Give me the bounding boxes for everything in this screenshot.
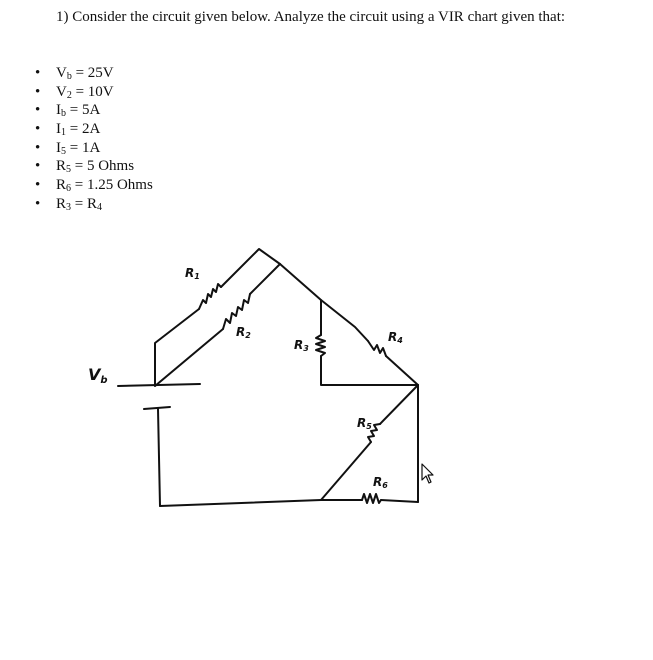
r2-branch-wire [155,329,223,386]
r1-resistor [199,284,221,309]
r6-resistor [362,494,381,503]
r1-branch-wire [155,309,199,384]
given-r5: • $R_5 = 5$ Ohms [56,157,153,176]
mouse-pointer-icon [421,463,435,485]
r5-upper-wire [380,385,418,424]
r4-upper-wire [321,300,368,341]
left-vertical-wire [158,409,160,506]
given-vb: • $V_b = 25V$ [56,64,153,83]
r2-upper-wire [250,264,280,294]
r6-right-wire [381,500,418,502]
label-r1: R1 [185,266,200,281]
label-vb: Vb [88,365,108,386]
given-i5: • $I_5 = 1A$ [56,139,153,158]
question-text: 1) Consider the circuit given below. Analyze the circuit using a VIR chart given that: [56,9,566,25]
label-r5: R5 [357,416,372,431]
battery-negative-plate [144,407,170,409]
label-r3: R3 [294,338,309,353]
given-i1: • $I_1 = 2A$ [56,120,153,139]
label-r2: R2 [236,325,251,340]
r1-upper-wire [221,249,280,287]
r4-lower-wire [386,356,418,385]
r5-lower-wire [321,442,371,500]
battery-positive-plate [118,384,200,386]
r2-resistor [223,294,250,329]
r3-top-wire [280,264,321,335]
circuit-diagram [0,220,653,520]
given-ib: • $I_b = 5A$ [56,101,153,120]
givens-list [56,64,153,214]
r4-resistor [368,341,386,356]
label-r4: R4 [388,330,403,345]
label-r6: R6 [373,475,388,490]
given-r6: • $R_6 = 1.25$ Ohms [56,176,153,195]
given-v2: • $V_2 = 10V$ [56,83,153,102]
bottom-wire [160,500,362,506]
given-r3-r4: • $R_3 = R_4$ [56,195,153,214]
r3-resistor [316,335,325,356]
